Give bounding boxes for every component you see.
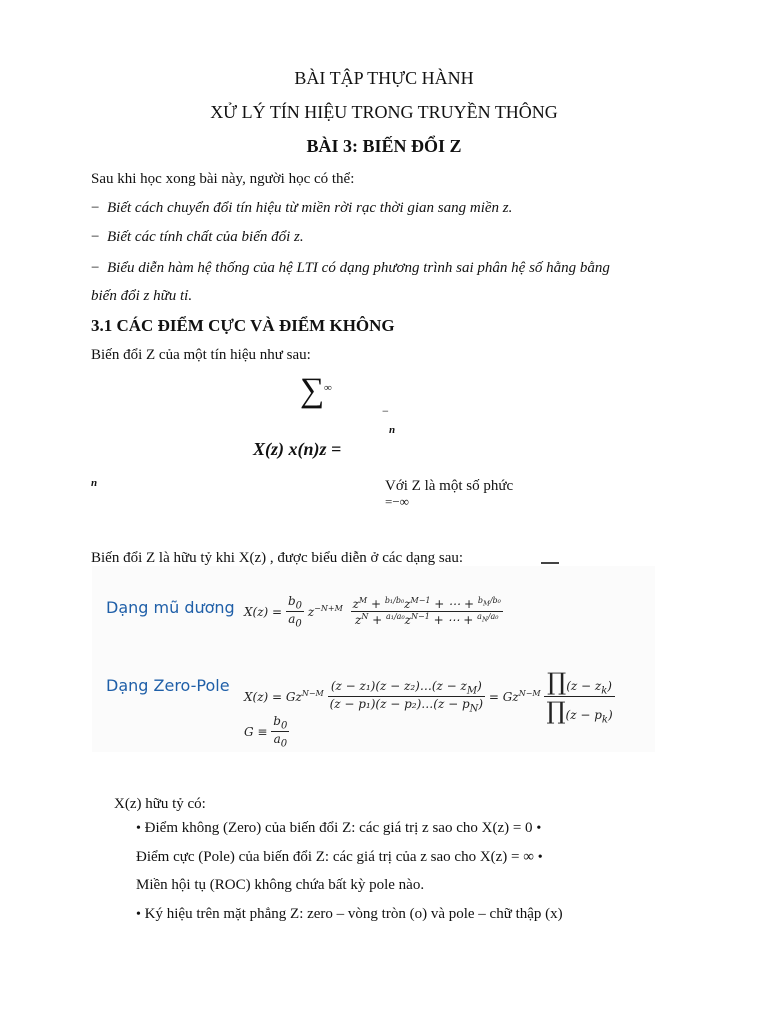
sum-index-n: n — [91, 477, 98, 489]
properties-lead: X(z) hữu tỷ có: — [114, 796, 206, 812]
property-line-1: • Điểm không (Zero) của biến đổi Z: các giá trị z sao cho X(z) = 0 • — [136, 820, 542, 836]
formula-note: Với Z là một số phức — [385, 478, 514, 494]
bullet-icon: • — [136, 907, 141, 922]
exponent-minus: − — [382, 404, 389, 418]
intro-item-2: − Biết các tính chất của biến đổi z. — [91, 229, 304, 245]
dash-marker: − — [91, 229, 100, 245]
doc-title-line1: BÀI TẬP THỰC HÀNH — [294, 68, 474, 88]
label-positive-exponent: Dạng mũ dương — [106, 598, 235, 617]
z-transform-formula: X(z) x(n)z = — [253, 439, 342, 459]
rational-lead: Biến đổi Z là hữu tỷ khi X(z) , được biểu diễn ở các dạng sau: — [91, 550, 464, 566]
intro-item-3: − Biểu diễn hàm hệ thống của hệ LTI có dạng phương trình sai phân hệ số hằng bằng — [91, 260, 610, 276]
intro-item-3-cont: biến đổi z hữu tỉ. — [91, 288, 193, 304]
bullet-icon: • — [536, 821, 542, 836]
bullet-icon: • — [537, 850, 543, 865]
bullet-icon: • — [136, 821, 141, 836]
property-line-2: Điểm cực (Pole) của biến đổi Z: các giá trị của z sao cho X(z) = ∞ • — [136, 849, 543, 865]
intro-item-1: − Biết cách chuyển đổi tín hiệu từ miền rời rạc thời gian sang miền z. — [91, 200, 513, 216]
rational-forms-image — [92, 566, 655, 752]
doc-title-line2: XỬ LÝ TÍN HIỆU TRONG TRUYỀN THÔNG — [210, 102, 558, 122]
intro-lead: Sau khi học xong bài này, người học có thể: — [91, 171, 355, 187]
exponent-n: n — [389, 424, 396, 436]
dash-marker: − — [91, 260, 100, 276]
sum-lower-limit: =−∞ — [385, 494, 409, 509]
dash-marker: − — [91, 200, 100, 216]
corner-rule — [541, 562, 559, 564]
positive-form-equation: X(z) = $\frac{b_0}{a_0}$ $z^{-N+M}$ $\frac{z^M + ^{b_1/b_0}z^{M-1} + \cdots + ^{b_M/b_0}}{z^N + ^{a_1/a_0}z^{N-1} + \cdots + ^{a_N/a_0}}$ — [244, 594, 501, 630]
section-heading: 3.1 CÁC ĐIỂM CỰC VÀ ĐIỂM KHÔNG — [91, 316, 395, 335]
gain-definition: G ≡ $\frac{b_0}{a_0}$ — [244, 714, 288, 750]
property-line-4: • Ký hiệu trên mặt phẳng Z: zero – vòng tròn (o) và pole – chữ thập (x) — [136, 906, 563, 922]
property-line-3: Miền hội tụ (ROC) không chứa bất kỳ pole nào. — [136, 877, 425, 893]
sigma-symbol: ∑ — [300, 372, 325, 409]
label-zero-pole: Dạng Zero-Pole — [106, 676, 230, 695]
zero-pole-equation: $X(z) = Gz^{N-M}$ $\frac{(z - z_1)(z - z_2)\dots(z - z_M)}{(z - p_1)(z - p_2)\dots(z - p_N)}$ = $Gz^{N-M}$ $\frac{\prod(z - z_k)}{\prod(z - p_k)}$ — [244, 668, 613, 726]
doc-title-line3: BÀI 3: BIẾN ĐỔI Z — [306, 136, 462, 156]
infinity-superscript: ∞ — [324, 382, 332, 394]
section-lead: Biến đổi Z của một tín hiệu như sau: — [91, 347, 311, 363]
